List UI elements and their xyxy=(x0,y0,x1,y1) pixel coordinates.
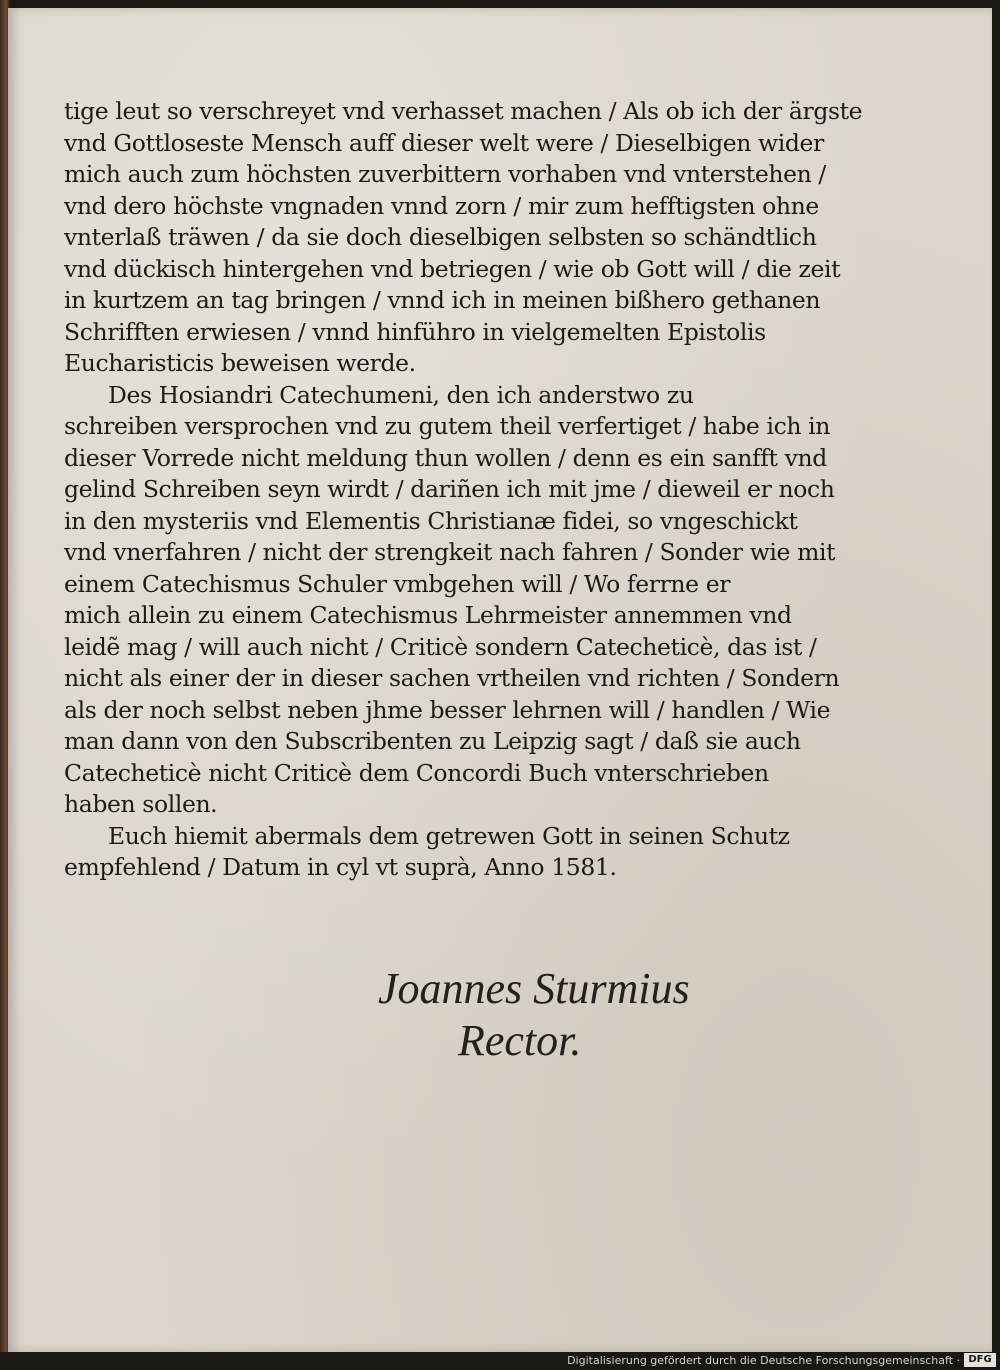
text-line: Eucharisticis beweisen werde. xyxy=(64,349,416,377)
text-line: leidẽ mag / will auch nicht / Criticè sondern Catecheticè, das ist / xyxy=(64,632,817,661)
text-line: man dann von den Subscribenten zu Leipzig sagt / daß sie auch xyxy=(64,727,801,755)
signature-title: Rector. xyxy=(458,1016,582,1065)
footer-credit: Digitalisierung gefördert durch die Deutsche Forschungsgemeinschaft · xyxy=(567,1354,960,1367)
paragraph-start-line: Euch hiemit abermals dem getrewen Gott in seinen Schutz xyxy=(108,821,790,850)
dfg-logo: DFG xyxy=(964,1353,996,1367)
text-line: vnd vnerfahren / nicht der strengkeit nach fahren / Sonder wie mit xyxy=(64,538,836,566)
text-line: gelind Schreiben seyn wirdt / dariñen ich mit jme / dieweil er noch xyxy=(64,475,835,503)
text-line: schreiben versprochen vnd zu gutem theil verfertiget / habe ich in xyxy=(64,412,831,440)
text-line: mich allein zu einem Catechismus Lehrmeister annemmen vnd xyxy=(64,601,792,629)
text-line: haben sollen. xyxy=(64,790,218,818)
signature-name: Joannes Sturmius xyxy=(378,964,690,1013)
text-line: tige leut so verschreyet vnd verhasset machen / Als ob ich der ärgste xyxy=(64,97,863,125)
text-line: mich auch zum höchsten zuverbittern vorhaben vnd vnterstehen / xyxy=(64,160,826,188)
text-line: empfehlend / Datum in cyl vt suprà, Anno 1581. xyxy=(64,853,617,881)
text-line: nicht als einer der in dieser sachen vrtheilen vnd richten / Sondern xyxy=(64,664,840,692)
body-text xyxy=(64,96,863,884)
text-line: vnd dückisch hintergehen vnd betriegen / wie ob Gott will / die zeit xyxy=(64,254,841,283)
text-line: Catecheticè nicht Criticè dem Concordi Buch vnterschrieben xyxy=(64,758,769,787)
text-line: dieser Vorrede nicht meldung thun wollen / denn es ein sanfft vnd xyxy=(64,443,827,472)
text-line: Schrifften erwiesen / vnnd hinführo in vielgemelten Epistolis xyxy=(64,317,766,346)
text-line: vnterlaß träwen / da sie doch dieselbigen selbsten so schändtlich xyxy=(64,223,817,251)
text-line: einem Catechismus Schuler vmbgehen will / Wo ferrne er xyxy=(64,569,731,598)
text-line: als der noch selbst neben jhme besser lehrnen will / handlen / Wie xyxy=(64,695,831,724)
paragraph-start-line: Des Hosiandri Catechumeni, den ich anderstwo zu xyxy=(108,380,694,409)
text-line: vnd Gottloseste Mensch auff dieser welt were / Dieselbigen wider xyxy=(64,128,824,157)
book-page xyxy=(8,8,992,1352)
text-line: vnd dero höchste vngnaden vnnd zorn / mir zum hefftigsten ohne xyxy=(64,191,819,220)
text-line: in den mysteriis vnd Elementis Christianæ fidei, so vngeschickt xyxy=(64,506,798,535)
signature-block xyxy=(378,963,690,1067)
text-line: in kurtzem an tag bringen / vnnd ich in meinen bißhero gethanen xyxy=(64,286,821,314)
